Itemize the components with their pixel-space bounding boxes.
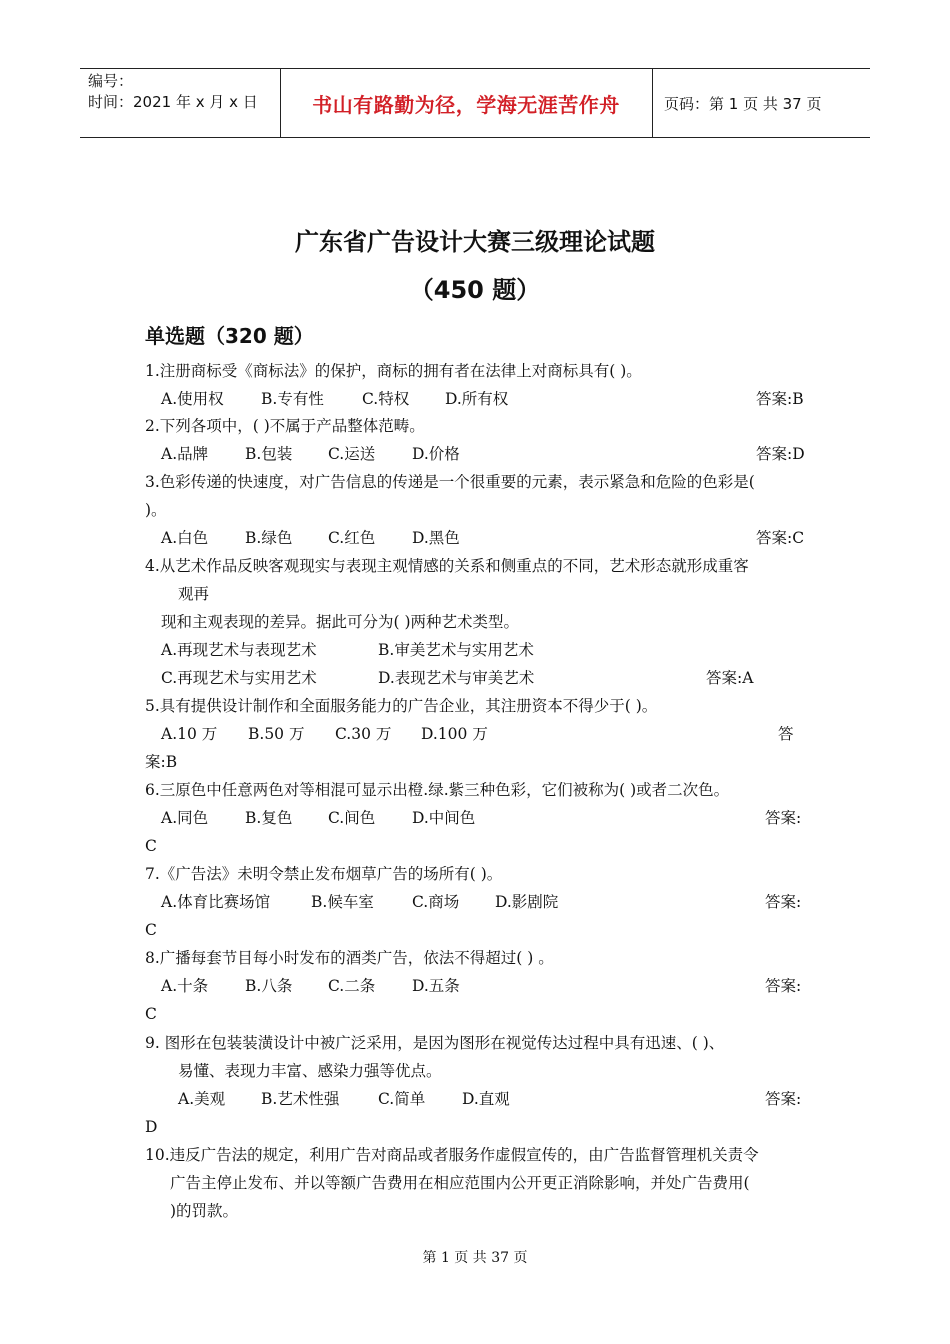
option-a: A.美观: [178, 1090, 226, 1108]
question-9: 9. 图形在包装装潢设计中被广泛采用，是因为图形在视觉传达过程中具有迅速、( )、: [145, 1034, 725, 1052]
option-d: D.表现艺术与审美艺术: [378, 669, 535, 687]
option-a: A.使用权: [161, 390, 224, 408]
option-c: C.二条: [328, 977, 376, 995]
question-2: 2.下列各项中，( )不属于产品整体范畴。: [145, 417, 425, 435]
option-b: B.包装: [245, 445, 293, 463]
answer: 答案:A: [706, 669, 754, 687]
option-d: D.五条: [412, 977, 460, 995]
option-b: B.八条: [245, 977, 293, 995]
question-6: 6.三原色中任意两色对等相混可显示出橙.绿.紫三种色彩，它们被称为( )或者二次色。: [145, 781, 730, 799]
page-footer: 第 1 页 共 37 页: [422, 1250, 528, 1266]
option-b: B.候车室: [311, 893, 374, 911]
option-b: B.专有性: [261, 390, 324, 408]
option-c: C.运送: [328, 445, 376, 463]
question-4: 4.从艺术作品反映客观现实与表现主观情感的关系和侧重点的不同，艺术形态就形成重客: [145, 557, 749, 575]
header-meta: [88, 71, 258, 113]
option-d: D.直观: [462, 1090, 510, 1108]
answer-cont: D: [145, 1118, 158, 1136]
option-b: B.审美艺术与实用艺术: [378, 641, 534, 659]
question-4-cont: 现和主观表现的差异。据此可分为( )两种艺术类型。: [161, 613, 520, 631]
question-8: 8.广播每套节目每小时发布的酒类广告，依法不得超过( ) 。: [145, 949, 554, 967]
option-a: A.品牌: [161, 445, 209, 463]
option-c: C.红色: [328, 529, 376, 547]
answer: 答: [778, 725, 794, 743]
question-9-cont: 易懂、表现力丰富、感染力强等优点。: [178, 1062, 442, 1080]
header-table: [80, 68, 870, 138]
option-d: D.所有权: [445, 390, 509, 408]
answer: 答案:B: [756, 390, 804, 408]
answer-cont: 案:B: [145, 753, 178, 771]
option-a: A.再现艺术与表现艺术: [161, 641, 317, 659]
time-label: 时间：2021 年 x 月 x 日: [88, 93, 258, 111]
option-c: C.再现艺术与实用艺术: [161, 669, 317, 687]
question-5: 5.具有提供设计制作和全面服务能力的广告企业，其注册资本不得少于( )。: [145, 697, 658, 715]
option-d: D.中间色: [412, 809, 476, 827]
question-1: 1.注册商标受《商标法》的保护，商标的拥有者在法律上对商标具有( )。: [145, 362, 642, 380]
option-a: A.十条: [161, 977, 209, 995]
answer: 答案:: [765, 809, 802, 827]
motto: 书山有路勤为径，学海无涯苦作舟: [312, 92, 620, 117]
option-d: D.影剧院: [495, 893, 559, 911]
option-b: B.复色: [245, 809, 293, 827]
question-3-cont: )。: [145, 501, 167, 519]
option-a: A.同色: [161, 809, 209, 827]
answer-cont: C: [145, 837, 157, 855]
question-3: 3.色彩传递的快速度，对广告信息的传递是一个很重要的元素，表示紧急和危险的色彩是(: [145, 473, 755, 491]
answer-cont: C: [145, 921, 157, 939]
answer: 答案:: [765, 893, 802, 911]
answer: 答案:: [765, 977, 802, 995]
section-heading: 单选题（320 题）: [145, 324, 314, 348]
answer: 答案:C: [756, 529, 805, 547]
page-title: 广东省广告设计大赛三级理论试题: [295, 228, 655, 256]
number-label: 编号：: [88, 72, 134, 90]
option-b: B.绿色: [245, 529, 293, 547]
question-10-cont: 广告主停止发布、并以等额广告费用在相应范围内公开更正消除影响，并处广告费用(: [170, 1174, 750, 1192]
question-10: 10.违反广告法的规定，利用广告对商品或者服务作虚假宣传的，由广告监督管理机关责令: [145, 1146, 759, 1164]
option-c: C.间色: [328, 809, 376, 827]
option-d: D.价格: [412, 445, 460, 463]
question-10-cont: )的罚款。: [170, 1202, 239, 1220]
answer-cont: C: [145, 1005, 157, 1023]
option-a: A.体育比赛场馆: [161, 893, 271, 911]
option-c: C.商场: [412, 893, 460, 911]
question-4-cont: 观再: [178, 585, 210, 603]
option-b: B.50 万: [248, 725, 305, 743]
option-d: D.100 万: [421, 725, 488, 743]
page-subtitle: （450 题）: [409, 276, 541, 304]
option-d: D.黑色: [412, 529, 460, 547]
option-a: A.10 万: [161, 725, 218, 743]
divider: [652, 69, 653, 137]
option-c: C.特权: [362, 390, 410, 408]
option-c: C.简单: [378, 1090, 426, 1108]
option-b: B.艺术性强: [261, 1090, 340, 1108]
answer: 答案:: [765, 1090, 802, 1108]
answer: 答案:D: [756, 445, 805, 463]
page-info: 页码：第 1 页 共 37 页: [664, 94, 822, 113]
option-a: A.白色: [161, 529, 209, 547]
question-7: 7.《广告法》未明令禁止发布烟草广告的场所有( )。: [145, 865, 503, 883]
option-c: C.30 万: [335, 725, 392, 743]
